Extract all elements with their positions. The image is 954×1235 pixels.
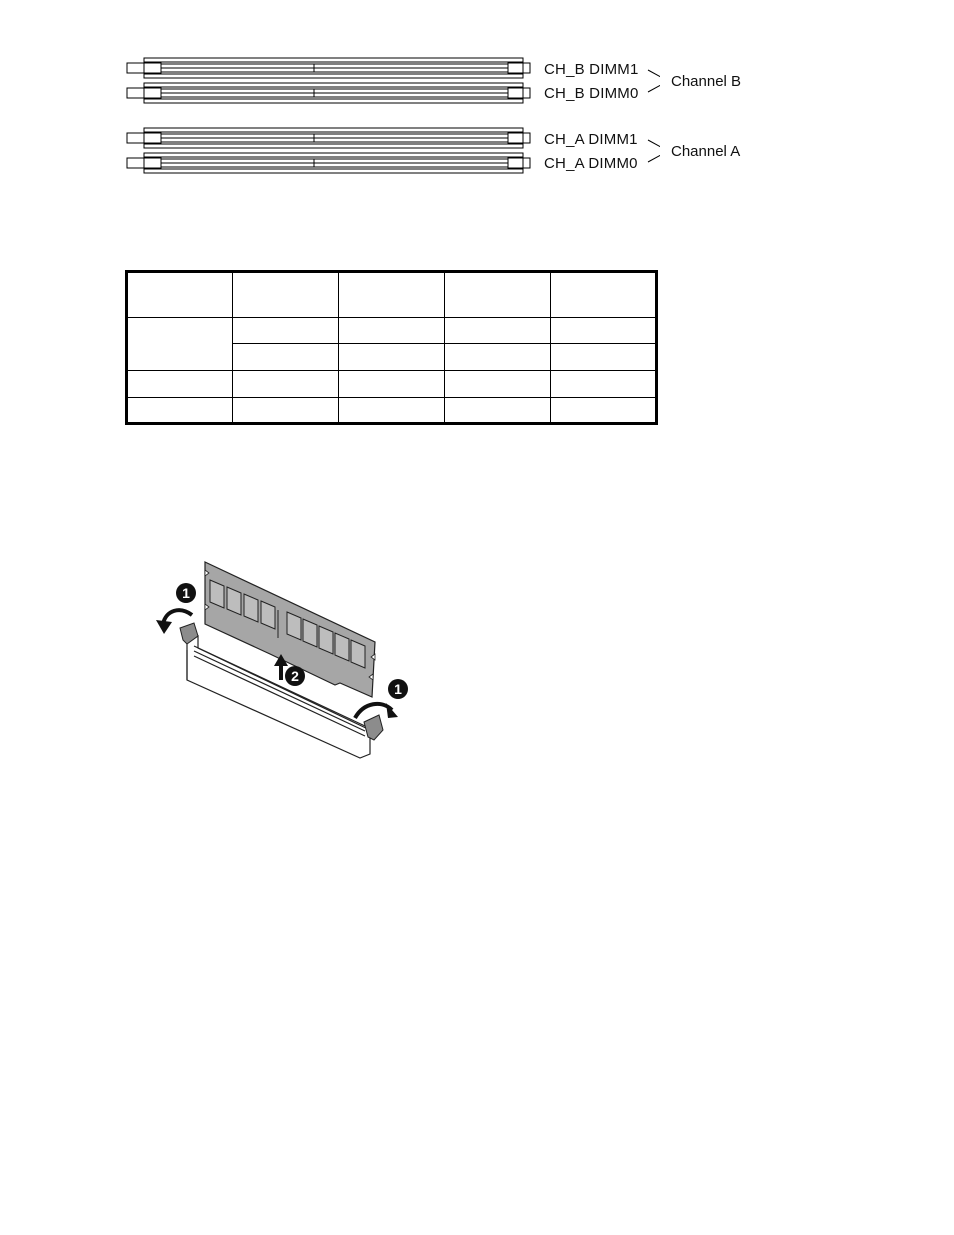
table-cell [445, 397, 551, 423]
table-cell [127, 272, 233, 318]
table-cell [551, 370, 657, 397]
svg-text:1: 1 [394, 681, 402, 697]
slot-label-ch-a-dimm1: CH_A DIMM1 [544, 131, 638, 148]
callout-2 [285, 666, 305, 686]
table-row [127, 318, 657, 344]
table-cell [339, 344, 445, 370]
table-cell [551, 272, 657, 318]
table-cell [339, 370, 445, 397]
table-row [127, 397, 657, 423]
table-cell [445, 370, 551, 397]
slot-ch-a-dimm1 [127, 128, 530, 148]
table-header-row [127, 272, 657, 318]
table-cell [127, 397, 233, 423]
table-cell [551, 397, 657, 423]
table-cell [551, 344, 657, 370]
table-cell [339, 318, 445, 344]
table-cell [233, 272, 339, 318]
table-cell [445, 344, 551, 370]
dimm-population-table [125, 270, 658, 425]
slot-ch-a-dimm0 [127, 153, 530, 173]
channel-a-label: Channel A [671, 143, 741, 160]
channel-a-bracket [648, 140, 660, 162]
table-cell [233, 344, 339, 370]
callout-1-left [176, 583, 196, 603]
table-cell [233, 318, 339, 344]
table-cell [127, 370, 233, 397]
slot-label-ch-a-dimm0: CH_A DIMM0 [544, 155, 638, 172]
slot-label-ch-b-dimm0: CH_B DIMM0 [544, 85, 639, 102]
table-cell [233, 370, 339, 397]
slot-label-ch-b-dimm1: CH_B DIMM1 [544, 61, 639, 78]
table-cell [339, 397, 445, 423]
svg-text:1: 1 [182, 585, 190, 601]
table-cell [127, 318, 233, 370]
table-cell [551, 318, 657, 344]
table-cell [339, 272, 445, 318]
svg-text:2: 2 [291, 668, 299, 684]
slot-ch-b-dimm1 [127, 58, 530, 78]
table-cell [233, 397, 339, 423]
slot-ch-b-dimm0 [127, 83, 530, 103]
callout-1-right [388, 679, 408, 699]
table-cell [445, 318, 551, 344]
channel-b-label: Channel B [671, 73, 742, 90]
dimm-removal-illustration [150, 550, 430, 770]
table-cell [445, 272, 551, 318]
table-row [127, 370, 657, 397]
channel-b-bracket [648, 70, 660, 92]
